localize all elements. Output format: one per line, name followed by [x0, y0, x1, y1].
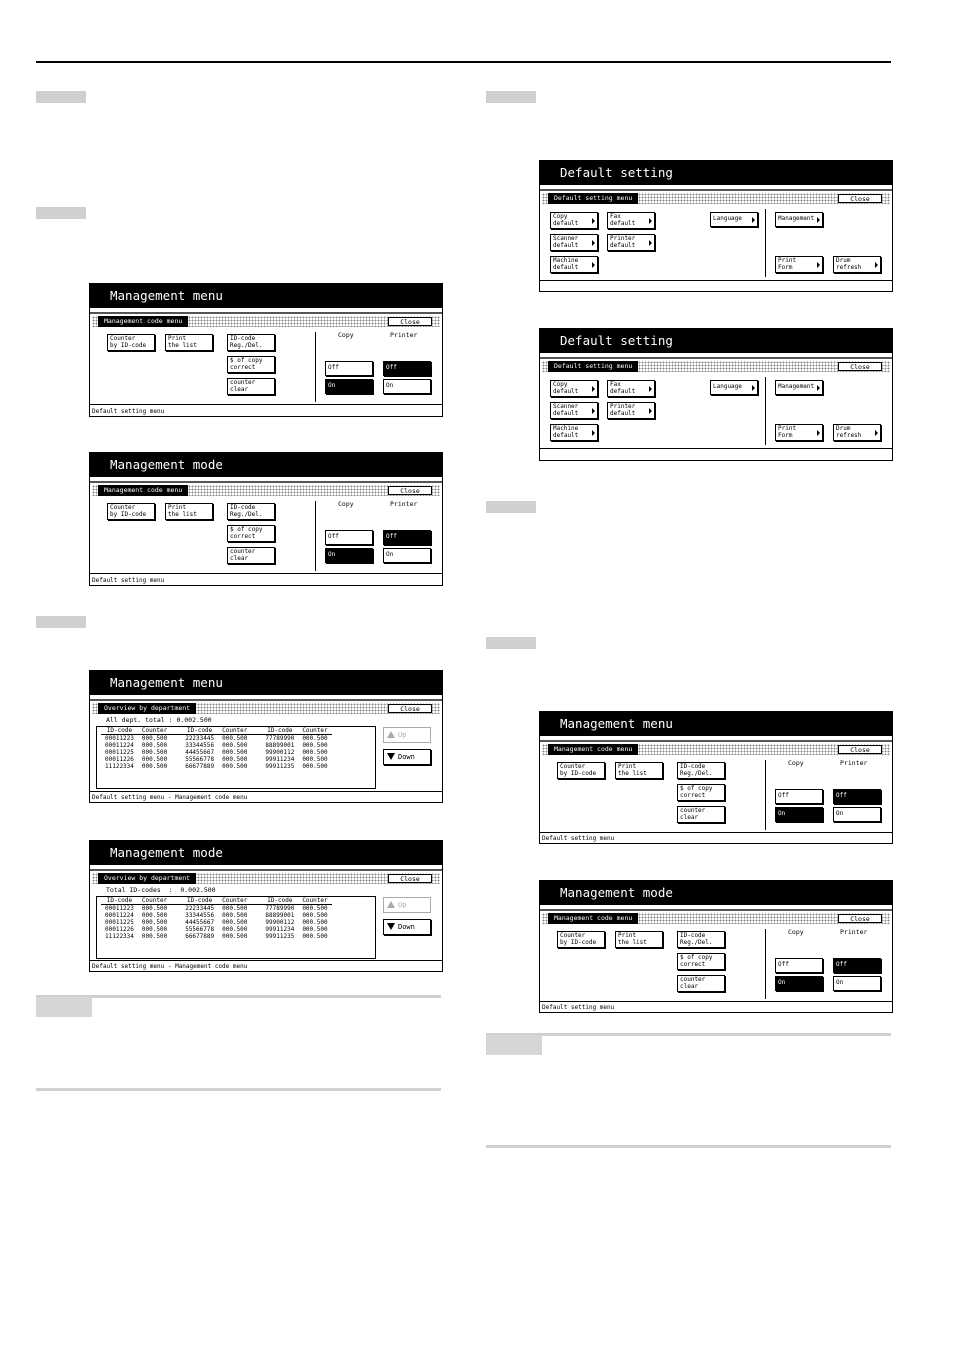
- overview-header-label: Overview by department: [98, 703, 196, 714]
- button-label: Fax default: [610, 381, 636, 395]
- copy-default-button[interactable]: [550, 212, 598, 229]
- cell: 44455667: [185, 919, 215, 926]
- cell: 000.500: [141, 742, 168, 749]
- down-button[interactable]: [383, 749, 431, 765]
- print-list-button[interactable]: Print the list: [165, 334, 213, 351]
- cell: 000.500: [141, 912, 168, 919]
- cell: 33344556: [185, 912, 215, 919]
- cell: 000.500: [222, 926, 248, 933]
- close-button[interactable]: Close: [838, 362, 882, 371]
- management-button[interactable]: [775, 212, 823, 227]
- down-button[interactable]: [383, 919, 431, 935]
- breadcrumb: Default setting menu: [542, 835, 615, 842]
- copy-correct-button[interactable]: $ of copy correct: [227, 356, 275, 373]
- idcode-reg-del-button[interactable]: ID-code Reg./Del.: [677, 762, 725, 779]
- management-menu-screen: [89, 283, 443, 417]
- step-marker: [486, 637, 536, 649]
- copy-correct-button[interactable]: $ of copy correct: [227, 525, 275, 542]
- chevron-right-icon: [592, 262, 595, 268]
- screen-title: Management menu: [90, 284, 442, 308]
- top-rule: [36, 61, 891, 63]
- note-bottom-rule: [36, 1088, 441, 1091]
- default-setting-screen: [539, 328, 893, 461]
- col-idcode: ID-code: [171, 727, 218, 735]
- button-label: Copy default: [553, 381, 579, 395]
- cell: 33344556: [185, 742, 215, 749]
- cell: 000.500: [141, 749, 168, 756]
- cell: 000.500: [302, 933, 328, 940]
- note-tab: [486, 1035, 542, 1055]
- cell: 000.500: [222, 742, 248, 749]
- note-top-rule: [486, 1033, 891, 1036]
- col-counter: Counter: [138, 897, 171, 905]
- menu-header-label: Default setting menu: [548, 193, 638, 204]
- cell: 22233445: [185, 735, 215, 742]
- drum-refresh-button[interactable]: [833, 424, 881, 441]
- cell: 22233445: [185, 905, 215, 912]
- fax-default-button[interactable]: [607, 380, 655, 397]
- counter-clear-button[interactable]: counter clear: [227, 547, 275, 564]
- table-row: [101, 763, 332, 770]
- cell: 000.500: [222, 912, 248, 919]
- breadcrumb: Default setting menu: [542, 1004, 615, 1011]
- cell: 00011224: [105, 912, 134, 919]
- printer-off-button[interactable]: Off: [833, 958, 881, 973]
- button-label: Management: [778, 383, 815, 390]
- cell: 55566778: [185, 756, 215, 763]
- button-label: Language: [713, 383, 742, 390]
- print-form-button[interactable]: [775, 424, 823, 441]
- col-counter: Counter: [218, 897, 251, 905]
- copy-off-button[interactable]: Off: [775, 958, 823, 973]
- screen-title: Management mode: [90, 841, 442, 865]
- button-label: Drum refresh: [836, 257, 862, 271]
- printer-off-button[interactable]: Off: [383, 530, 431, 545]
- counter-clear-button[interactable]: counter clear: [227, 378, 275, 395]
- button-label: Scanner default: [553, 403, 579, 417]
- step-marker: [36, 91, 86, 103]
- cell: 66677889: [185, 763, 215, 770]
- management-button[interactable]: [775, 380, 823, 395]
- col-counter: Counter: [298, 727, 331, 735]
- close-button[interactable]: Close: [388, 486, 432, 495]
- close-button[interactable]: Close: [388, 704, 432, 713]
- close-button[interactable]: Close: [838, 914, 882, 923]
- menu-header-label: Default setting menu: [548, 361, 638, 372]
- cell: 000.500: [302, 926, 328, 933]
- cell: 000.500: [141, 926, 168, 933]
- management-mode-screen: [539, 880, 893, 1013]
- copy-label: Copy: [338, 331, 354, 339]
- copy-on-button[interactable]: On: [775, 976, 823, 991]
- copy-off-button[interactable]: Off: [775, 789, 823, 804]
- cell: 00011223: [105, 735, 134, 742]
- up-arrow-icon: [387, 731, 395, 738]
- cell: 000.500: [222, 919, 248, 926]
- copy-label: Copy: [788, 928, 804, 936]
- cell: 000.500: [302, 905, 328, 912]
- screen-title: Management menu: [90, 671, 442, 695]
- cell: 99900112: [265, 749, 295, 756]
- chevron-right-icon: [752, 217, 755, 223]
- overview-header-label: Overview by department: [98, 873, 196, 884]
- copy-label: Copy: [338, 500, 354, 508]
- cell: 00011224: [105, 742, 134, 749]
- chevron-right-icon: [649, 386, 652, 392]
- chevron-right-icon: [649, 240, 652, 246]
- cell: 00011225: [105, 919, 134, 926]
- printer-off-button[interactable]: Off: [383, 361, 431, 376]
- cell: 99911234: [265, 926, 295, 933]
- machine-default-button[interactable]: [550, 424, 598, 441]
- cell: 44455667: [185, 749, 215, 756]
- table-row: [101, 912, 332, 919]
- counter-by-id-button[interactable]: Counter by ID-code: [557, 931, 605, 948]
- breadcrumb: Default setting menu: [92, 408, 165, 415]
- counter-clear-button[interactable]: counter clear: [677, 806, 725, 823]
- button-label: Print Form: [778, 425, 797, 439]
- step-marker: [36, 207, 86, 219]
- button-label: Machine default: [553, 425, 579, 439]
- overview-table: [101, 727, 332, 770]
- note-bottom-rule: [486, 1145, 891, 1148]
- cell: 000.500: [302, 919, 328, 926]
- copy-off-button[interactable]: Off: [325, 361, 373, 376]
- up-label: Up: [398, 901, 407, 909]
- chevron-right-icon: [592, 218, 595, 224]
- table-row: [101, 735, 332, 743]
- cell: 000.500: [302, 763, 328, 770]
- up-arrow-icon: [387, 901, 395, 908]
- counter-by-id-button[interactable]: Counter by ID-code: [107, 503, 155, 520]
- idcode-reg-del-button[interactable]: ID-code Reg./Del.: [227, 503, 275, 520]
- copy-on-button[interactable]: On: [325, 548, 373, 563]
- col-counter: Counter: [138, 727, 171, 735]
- copy-correct-button[interactable]: $ of copy correct: [677, 953, 725, 970]
- language-button[interactable]: [710, 212, 758, 227]
- table-row: [101, 933, 332, 940]
- printer-default-button[interactable]: [607, 402, 655, 419]
- cell: 000.500: [222, 749, 248, 756]
- button-label: Printer default: [610, 403, 636, 417]
- cell: 000.500: [222, 756, 248, 763]
- cell: 77789990: [265, 735, 295, 742]
- col-idcode: ID-code: [101, 727, 138, 735]
- cell: 000.500: [222, 735, 248, 742]
- screen-title: Management mode: [540, 881, 892, 905]
- printer-on-button[interactable]: On: [383, 379, 431, 394]
- print-list-button[interactable]: Print the list: [615, 931, 663, 948]
- printer-on-button[interactable]: On: [833, 807, 881, 822]
- up-button[interactable]: [383, 727, 431, 743]
- counter-by-id-button[interactable]: Counter by ID-code: [557, 762, 605, 779]
- chevron-right-icon: [649, 218, 652, 224]
- chevron-right-icon: [817, 262, 820, 268]
- cell: 000.500: [302, 742, 328, 749]
- menu-header-label: Management code menu: [98, 316, 188, 327]
- cell: 11122334: [105, 763, 134, 770]
- screen-title: Default setting: [540, 329, 892, 353]
- counter-by-id-button[interactable]: Counter by ID-code: [107, 334, 155, 351]
- scanner-default-button[interactable]: [550, 402, 598, 419]
- printer-on-button[interactable]: On: [383, 548, 431, 563]
- cell: 000.500: [141, 905, 168, 912]
- cell: 000.500: [222, 763, 248, 770]
- table-row: [101, 756, 332, 763]
- chevron-right-icon: [817, 430, 820, 436]
- chevron-right-icon: [817, 385, 820, 391]
- screen-title: Default setting: [540, 161, 892, 185]
- fax-default-button[interactable]: [607, 212, 655, 229]
- cell: 66677889: [185, 933, 215, 940]
- total-count: Total ID-codes : 0.002.500: [106, 886, 216, 894]
- idcode-reg-del-button[interactable]: ID-code Reg./Del.: [677, 931, 725, 948]
- breadcrumb: Default setting menu - Management code menu: [92, 794, 248, 801]
- idcode-reg-del-button[interactable]: ID-code Reg./Del.: [227, 334, 275, 351]
- col-counter: Counter: [298, 897, 331, 905]
- cell: 000.500: [141, 735, 168, 742]
- breadcrumb: Default setting menu - Management code menu: [92, 963, 248, 970]
- cell: 000.500: [302, 912, 328, 919]
- chevron-right-icon: [649, 408, 652, 414]
- cell: 99911235: [265, 933, 295, 940]
- cell: 000.500: [141, 763, 168, 770]
- breadcrumb: Default setting menu: [92, 577, 165, 584]
- button-label: Machine default: [553, 257, 579, 271]
- chevron-right-icon: [592, 386, 595, 392]
- table-row: [101, 749, 332, 756]
- printer-label: Printer: [840, 759, 868, 767]
- print-list-button[interactable]: Print the list: [615, 762, 663, 779]
- cell: 88899001: [265, 742, 295, 749]
- down-label: Down: [398, 753, 415, 761]
- chevron-right-icon: [592, 240, 595, 246]
- copy-correct-button[interactable]: $ of copy correct: [677, 784, 725, 801]
- cell: 77789990: [265, 905, 295, 912]
- default-setting-screen: [539, 160, 893, 292]
- cell: 000.500: [141, 756, 168, 763]
- counter-clear-button[interactable]: counter clear: [677, 975, 725, 992]
- button-label: Copy default: [553, 213, 579, 227]
- cell: 00011226: [105, 926, 134, 933]
- chevron-right-icon: [592, 430, 595, 436]
- step-marker: [36, 616, 86, 628]
- menu-header-label: Management code menu: [98, 485, 188, 496]
- printer-label: Printer: [840, 928, 868, 936]
- close-button[interactable]: Close: [838, 194, 882, 203]
- cell: 00011225: [105, 749, 134, 756]
- note-tab: [36, 997, 92, 1017]
- overview-screen: [89, 670, 443, 803]
- cell: 000.500: [302, 735, 328, 742]
- cell: 000.500: [302, 756, 328, 763]
- language-button[interactable]: [710, 380, 758, 395]
- cell: 000.500: [222, 905, 248, 912]
- close-button[interactable]: Close: [838, 745, 882, 754]
- printer-label: Printer: [390, 331, 418, 339]
- down-label: Down: [398, 923, 415, 931]
- screen-title: Management mode: [90, 453, 442, 477]
- print-form-button[interactable]: [775, 256, 823, 273]
- down-arrow-icon: [387, 923, 395, 930]
- button-label: Scanner default: [553, 235, 579, 249]
- machine-default-button[interactable]: [550, 256, 598, 273]
- overview-screen: [89, 840, 443, 972]
- button-label: Language: [713, 215, 742, 222]
- down-arrow-icon: [387, 753, 395, 760]
- cell: 000.500: [222, 933, 248, 940]
- total-count: All dept. total : 0.002.500: [106, 716, 212, 724]
- cell: 88899001: [265, 912, 295, 919]
- step-marker: [486, 91, 536, 103]
- button-label: Print Form: [778, 257, 797, 271]
- table-row: [101, 905, 332, 913]
- management-menu-screen: [539, 711, 893, 844]
- button-label: Management: [778, 215, 815, 222]
- printer-off-button[interactable]: Off: [833, 789, 881, 804]
- chevron-right-icon: [875, 430, 878, 436]
- printer-default-button[interactable]: [607, 234, 655, 251]
- cell: 00011223: [105, 905, 134, 912]
- print-list-button[interactable]: Print the list: [165, 503, 213, 520]
- col-counter: Counter: [218, 727, 251, 735]
- cell: 000.500: [302, 749, 328, 756]
- cell: 99900112: [265, 919, 295, 926]
- table-row: [101, 926, 332, 933]
- step-marker: [486, 501, 536, 513]
- button-label: Fax default: [610, 213, 636, 227]
- menu-header-label: Management code menu: [548, 913, 638, 924]
- copy-off-button[interactable]: Off: [325, 530, 373, 545]
- table-row: [101, 919, 332, 926]
- cell: 000.500: [141, 919, 168, 926]
- col-idcode: ID-code: [251, 897, 298, 905]
- printer-on-button[interactable]: On: [833, 976, 881, 991]
- chevron-right-icon: [752, 385, 755, 391]
- chevron-right-icon: [592, 408, 595, 414]
- scanner-default-button[interactable]: [550, 234, 598, 251]
- up-button[interactable]: [383, 897, 431, 913]
- copy-label: Copy: [788, 759, 804, 767]
- close-button[interactable]: Close: [388, 317, 432, 326]
- cell: 55566778: [185, 926, 215, 933]
- note-top-rule: [36, 995, 441, 998]
- printer-label: Printer: [390, 500, 418, 508]
- cell: 000.500: [141, 933, 168, 940]
- menu-header-label: Management code menu: [548, 744, 638, 755]
- close-button[interactable]: Close: [388, 874, 432, 883]
- table-header-row: [101, 727, 332, 735]
- cell: 00011226: [105, 756, 134, 763]
- copy-on-button[interactable]: On: [775, 807, 823, 822]
- screen-title: Management menu: [540, 712, 892, 736]
- col-idcode: ID-code: [101, 897, 138, 905]
- drum-refresh-button[interactable]: [833, 256, 881, 273]
- cell: 99911235: [265, 763, 295, 770]
- overview-table: [101, 897, 332, 940]
- cell: 11122334: [105, 933, 134, 940]
- cell: 99911234: [265, 756, 295, 763]
- table-header-row: [101, 897, 332, 905]
- col-idcode: ID-code: [251, 727, 298, 735]
- copy-default-button[interactable]: [550, 380, 598, 397]
- up-label: Up: [398, 731, 407, 739]
- copy-on-button[interactable]: On: [325, 379, 373, 394]
- button-label: Printer default: [610, 235, 636, 249]
- col-idcode: ID-code: [171, 897, 218, 905]
- table-row: [101, 742, 332, 749]
- chevron-right-icon: [817, 217, 820, 223]
- button-label: Drum refresh: [836, 425, 862, 439]
- management-mode-screen: [89, 452, 443, 586]
- chevron-right-icon: [875, 262, 878, 268]
